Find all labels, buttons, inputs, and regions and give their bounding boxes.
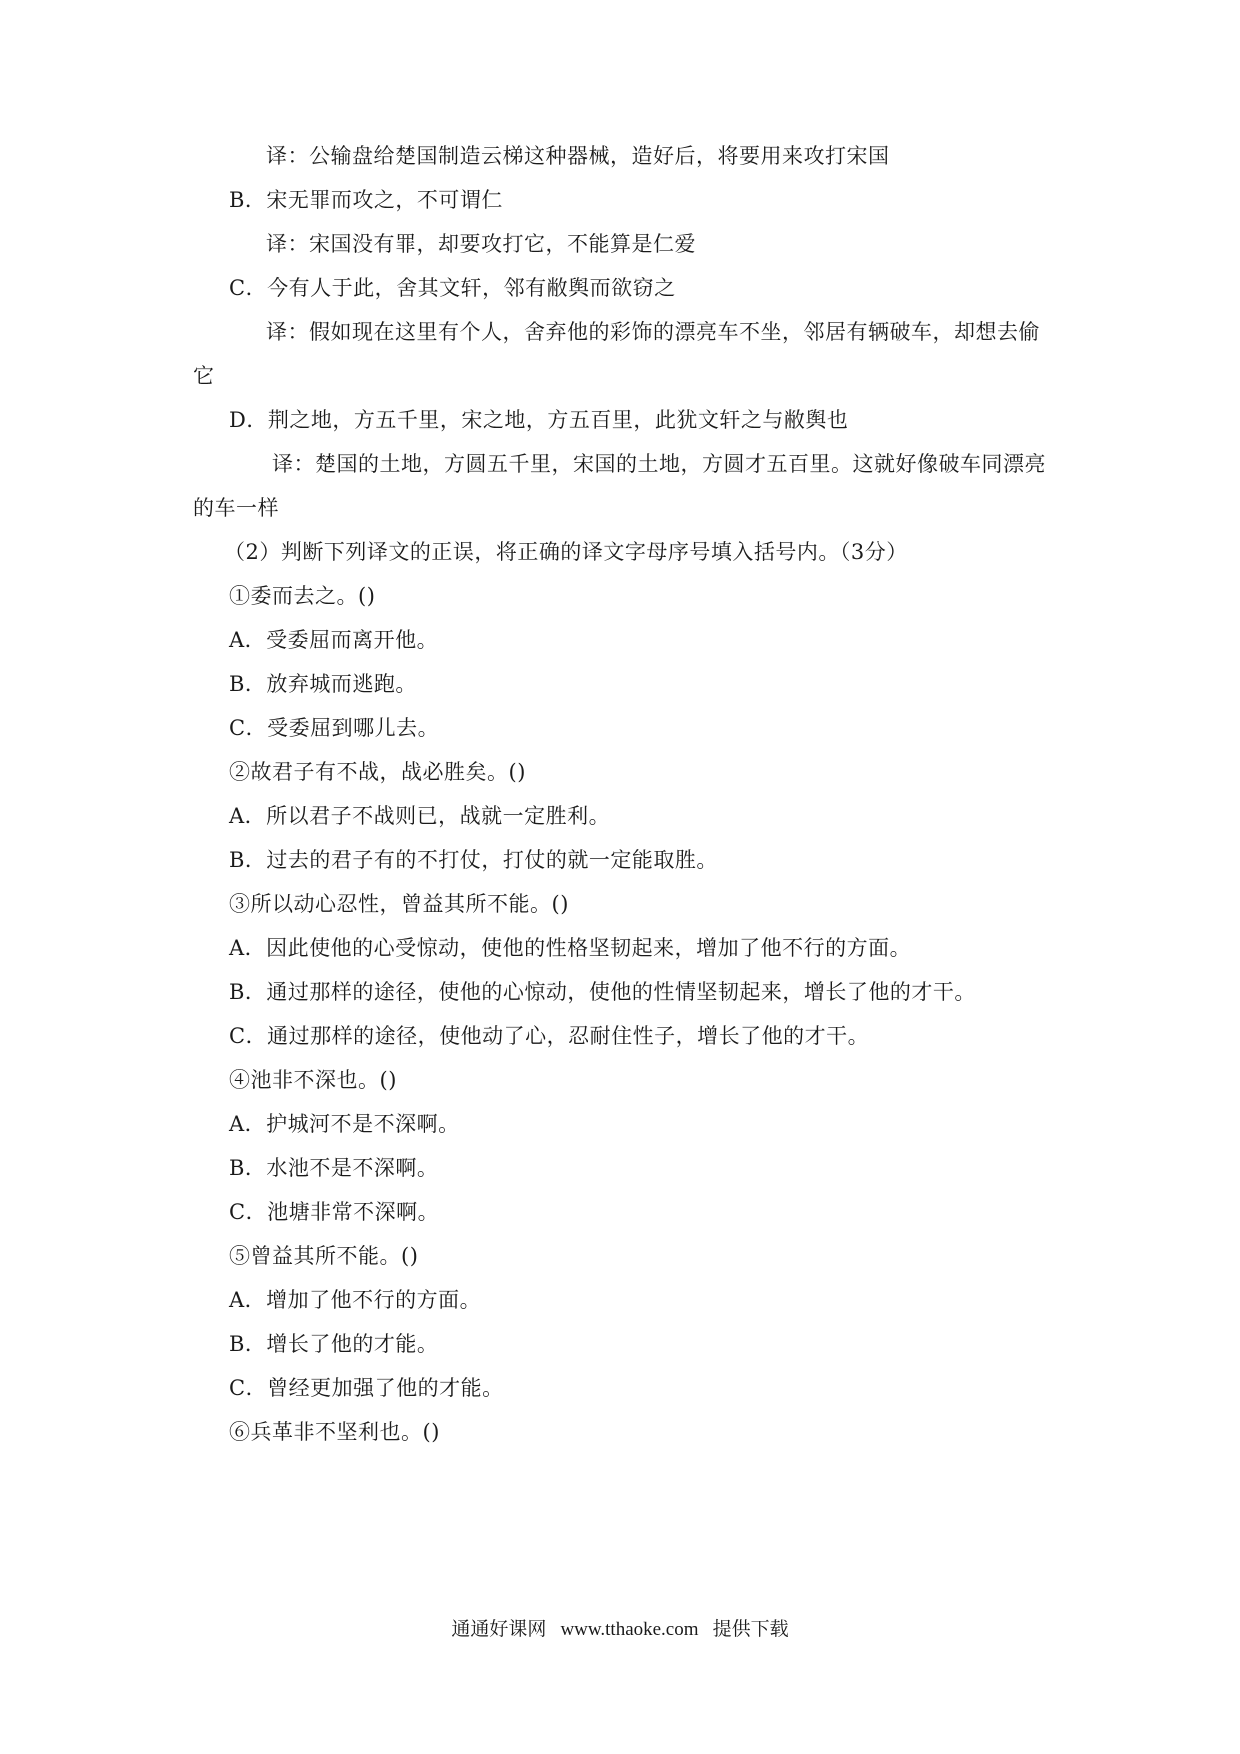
- item-1-option-a: A．受委屈而离开他。: [229, 628, 439, 652]
- page-footer: [0, 1616, 1240, 1643]
- option-b-translation: 译：宋国没有罪，却要攻打它，不能算是仁爱: [266, 232, 696, 256]
- option-c: C．今有人于此，舍其文轩，邻有敝舆而欲窃之: [229, 276, 676, 300]
- option-c-translation-line1: 译：假如现在这里有个人，舍弃他的彩饰的漂亮车不坐，邻居有辆破车，却想去偷: [266, 320, 1040, 344]
- option-b: B．宋无罪而攻之，不可谓仁: [229, 188, 503, 212]
- item-1-option-b: B．放弃城而逃跑。: [229, 672, 417, 696]
- option-c-translation-line2: 它: [193, 364, 215, 388]
- footer-download-text: 提供下载: [712, 1618, 789, 1640]
- item-3-option-c: C．通过那样的途径，使他动了心，忍耐住性子，增长了他的才干。: [229, 1024, 870, 1048]
- item-1-option-c: C．受委屈到哪儿去。: [229, 716, 440, 740]
- item-2-option-b: B．过去的君子有的不打仗，打仗的就一定能取胜。: [229, 848, 718, 872]
- item-2-option-a: A．所以君子不战则已，战就一定胜利。: [229, 804, 611, 828]
- option-d-translation-line1: 译：楚国的土地，方圆五千里，宋国的土地，方圆才五百里。这就好像破车同漂亮: [272, 452, 1046, 476]
- question-2: （2）判断下列译文的正误，将正确的译文字母序号填入括号内。（3分）: [224, 540, 908, 564]
- option-d-translation-line2: 的车一样: [193, 496, 279, 520]
- item-3-stem: ③所以动心忍性，曾益其所不能。(): [229, 892, 569, 916]
- item-1-stem: ①委而去之。(): [229, 584, 376, 608]
- footer-site-name: 通通好课网: [451, 1618, 547, 1640]
- item-3-option-a: A．因此使他的心受惊动，使他的性格坚韧起来，增加了他不行的方面。: [229, 936, 912, 960]
- item-5-option-b: B．增长了他的才能。: [229, 1332, 439, 1356]
- translation-intro: 译：公输盘给楚国制造云梯这种器械，造好后，将要用来攻打宋国: [266, 144, 890, 168]
- item-5-stem: ⑤曾益其所不能。(): [229, 1244, 419, 1268]
- item-2-stem: ②故君子有不战，战必胜矣。(): [229, 760, 526, 784]
- item-5-option-a: A．增加了他不行的方面。: [229, 1288, 482, 1312]
- item-4-option-a: A．护城河不是不深啊。: [229, 1112, 460, 1136]
- item-4-option-b: B．水池不是不深啊。: [229, 1156, 439, 1180]
- item-4-option-c: C．池塘非常不深啊。: [229, 1200, 440, 1224]
- item-6-stem: ⑥兵革非不坚利也。(): [229, 1420, 440, 1444]
- footer-site-url[interactable]: www.tthaoke.com: [560, 1619, 699, 1640]
- item-3-option-b: B．通过那样的途径，使他的心惊动，使他的性情坚韧起来，增长了他的才干。: [229, 980, 976, 1004]
- option-d: D．荆之地，方五千里，宋之地，方五百里，此犹文轩之与敝舆也: [229, 408, 849, 432]
- item-5-option-c: C．曾经更加强了他的才能。: [229, 1376, 504, 1400]
- item-4-stem: ④池非不深也。(): [229, 1068, 397, 1092]
